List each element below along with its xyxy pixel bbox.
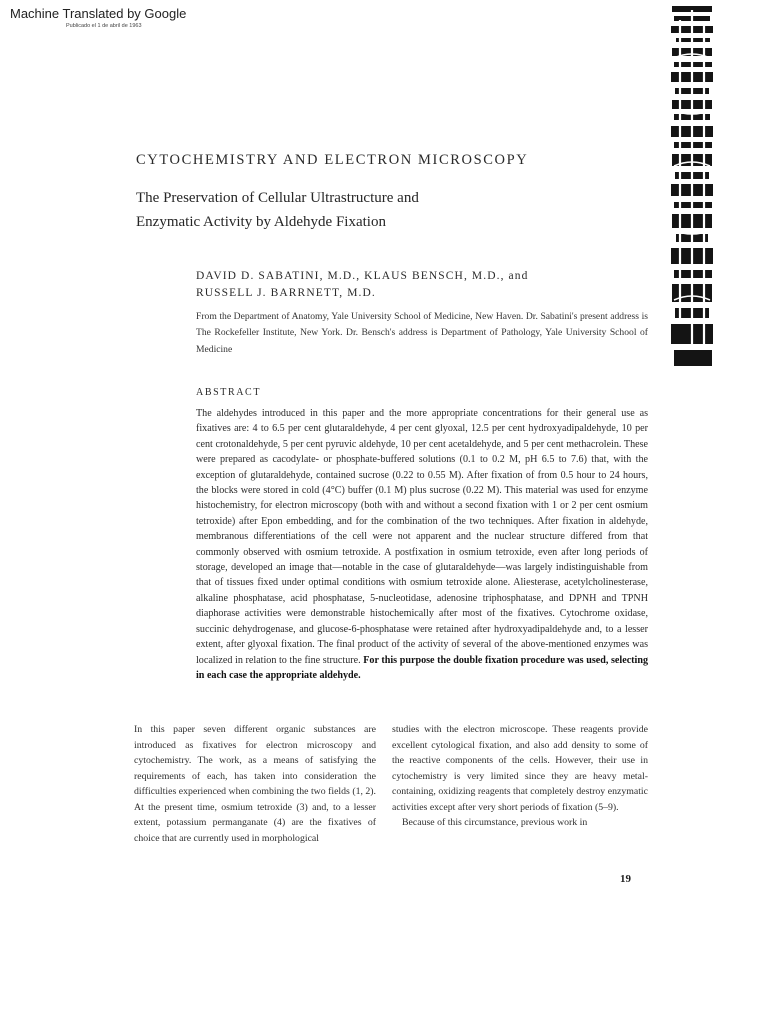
body-right-paragraph-1: studies with the electron microscope. These reagents provide excellent cytological fixation, and also add density to some of the reactive components of the cells. However, their use in cytochemistry is very limited since they are heavy metal-containing, oxidizing reagents that completely destroy enzymatic activities except after very short periods of fixation (5–9).: [392, 724, 648, 813]
body-column-right: [392, 722, 648, 831]
series-title: CYTOCHEMISTRY AND ELECTRON MICROSCOPY: [136, 152, 529, 168]
authors-line-2: RUSSELL J. BARRNETT, M.D.: [196, 287, 376, 299]
author-list: [196, 268, 636, 302]
paper-title-line-1: The Preservation of Cellular Ultrastructure and: [136, 190, 419, 206]
abstract-bold-text: For this purpose the double fixation procedure was used, selecting in each case the appropriate aldehyde.: [196, 654, 649, 681]
authors-line-1: DAVID D. SABATINI, M.D., KLAUS BENSCH, M.D., and: [196, 270, 529, 282]
paper-title-line-2: Enzymatic Activity by Aldehyde Fixation: [136, 214, 386, 230]
banner-subtitle: Publicado el 1 de abril de 1963: [66, 23, 142, 29]
journal-logo: [668, 0, 716, 372]
body-column-left: In this paper seven different organic substances are introduced as fixatives for electron microscopy and cytochemistry. The work, as a means of satisfying the requirements of each, has taken into consideration the difficulties experienced when combining the two fields (1, 2). At the present time, osmium tetroxide (3) and, to a lesser extent, potassium permanganate (4) are the fixatives of choice that are currently used in morphological: [134, 724, 376, 844]
abstract-text: [196, 406, 648, 683]
affiliation-note: From the Department of Anatomy, Yale University School of Medicine, New Haven. Dr. Sabatini's present address is The Rockefeller Institute, New York. Dr. Bensch's address is Department of Pathology, Yale University School of Medicine: [196, 311, 648, 355]
abstract-heading: ABSTRACT: [196, 387, 262, 398]
banner-title: Machine Translated by Google: [10, 6, 187, 21]
page-number: 19: [620, 873, 631, 885]
paper-title: [136, 186, 596, 234]
body-right-paragraph-2: Because of this circumstance, previous work in: [402, 817, 588, 828]
translation-banner: [10, 6, 186, 30]
abstract-main-text: The aldehydes introduced in this paper and the more appropriate concentrations for their general use as fixatives are: 4 to 6.5 per cent glutaraldehyde, 4 per cent glyoxal, 12.5 per cent hydroxyadipaldehyde, 10 per cent crotonaldehyde, 5 per cent pyruvic aldehyde, 10 per cent acetaldehyde, and 5 per cent methacrolein. These were prepared as cacodylate- or phosphate-buffered solutions (0.1 to 0.2 M, pH 6.5 to 7.6) that, with the exception of glutaraldehyde, contained sucrose (0.22 to 0.55 M). After fixation of from 0.5 hour to 24 hours, the blocks were stored in cold (4°C) buffer (0.1 M) plus sucrose (0.22 M). This material was used for enzyme histochemistry, for electron microscopy (both with and without a second fixation with 1 or 2 per cent osmium tetroxide) after Epon embedding, and for the combination of the two techniques. After fixation in aldehyde, membranous differentiations of the cell were not apparent and the nuclear structure differed from that commonly observed with osmium tetroxide. A postfixation in osmium tetroxide, even after long periods of storage, developed an image that—notable in the case of glutaraldehyde—was largely indistinguishable from that of tissues fixed under optimal conditions with osmium tetroxide alone. Aliesterase, acetylcholinesterase, alkaline phosphatase, acid phosphatase, 5-nucleotidase, adenosine triphosphatase, and DPNH and TPNH diaphorase activities were demonstrable histochemically after most of the fixatives. Cytochrome oxidase, succinic dehydrogenase, and glucose-6-phosphatase were retained after hydroxyadipaldehyde and, to a lesser extent, after glyoxal fixation. The final product of the activity of several of the above-mentioned enzymes was localized in relation to the fine structure.: [196, 408, 648, 666]
